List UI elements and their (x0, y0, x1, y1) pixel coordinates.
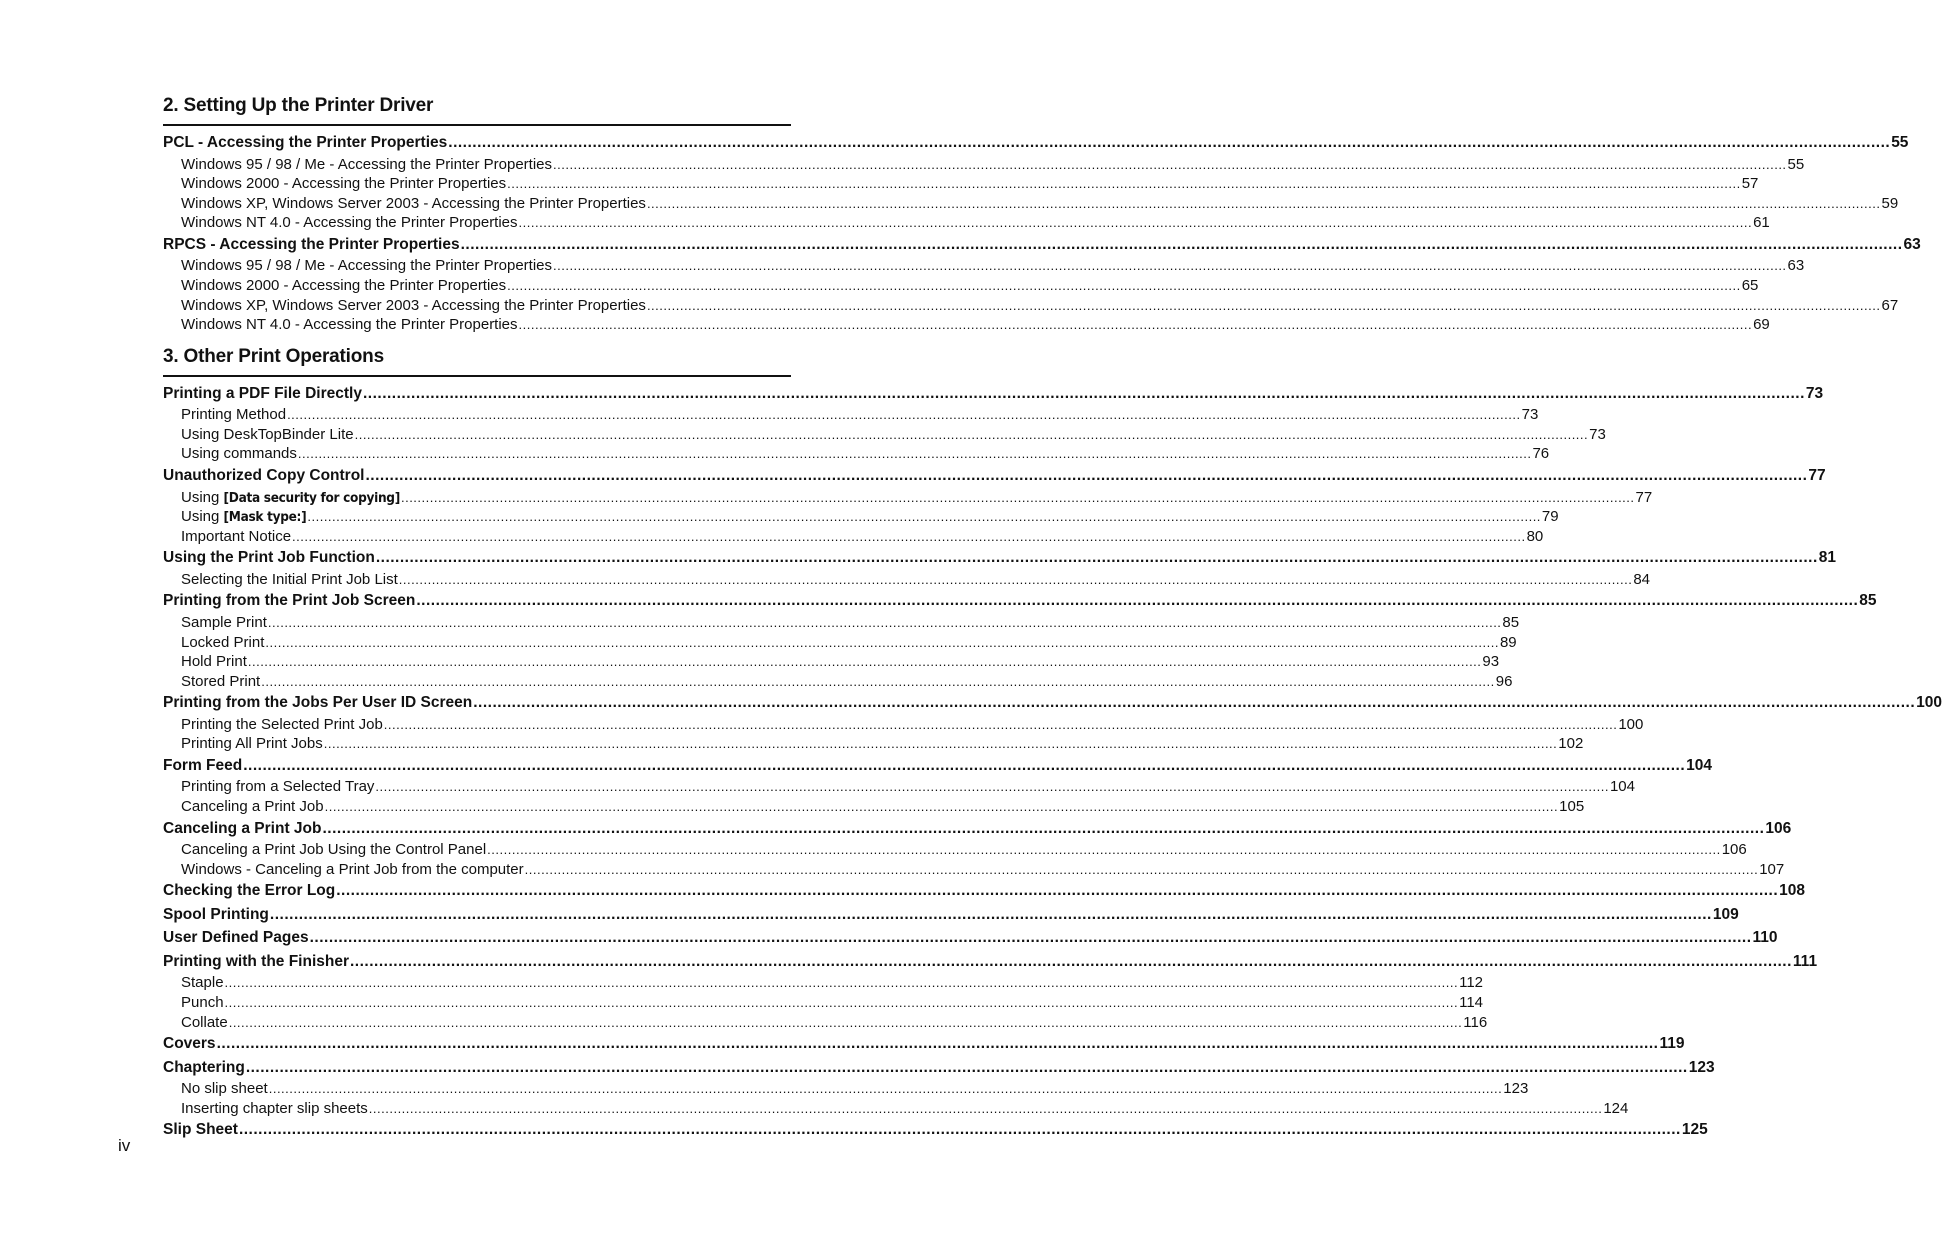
section-title: 2. Setting Up the Printer Driver (163, 94, 791, 126)
toc-subentry[interactable] (163, 507, 1559, 527)
entry-page-number: 114 (1459, 993, 1484, 1011)
toc-heading-entry[interactable] (163, 546, 1836, 570)
entry-title-text: Selecting the Initial Print Job List (181, 570, 398, 588)
page-number: iv (118, 1136, 131, 1155)
entry-title (181, 155, 552, 175)
dot-leader: ............................................................................................................................................................................................................................................................................................................ (375, 779, 1609, 795)
entry-title (181, 613, 267, 633)
toc-subentry[interactable] (163, 213, 1770, 233)
toc-entry-list (163, 382, 1942, 1142)
entry-title-text: Using the Print Job Function (163, 549, 375, 567)
dot-leader: ............................................................................................................................................................................................................................................................................................................ (287, 407, 1521, 423)
dot-leader: ............................................................................................................................................................................................................................................................................................................ (383, 716, 1618, 732)
toc-entry-list (163, 131, 1921, 335)
dot-leader: ............................................................................................................................................................................................................................................................................................................ (323, 736, 1558, 752)
dot-leader: ............................................................................................................................................................................................................................................................................................................ (400, 489, 1635, 505)
entry-title-text: Printing Method (181, 406, 287, 424)
dot-leader: ............................................................................................................................................................................................................................................................................................................ (375, 549, 1818, 567)
dot-leader: ............................................................................................................................................................................................................................................................................................................ (243, 756, 1686, 774)
entry-title (163, 589, 415, 613)
entry-title (163, 691, 472, 715)
entry-title-text: PCL - Accessing the Printer Properties (163, 134, 448, 151)
entry-title-text: Printing All Print Jobs (181, 735, 323, 753)
entry-title (181, 527, 291, 547)
entry-title (163, 879, 335, 903)
dot-leader: ............................................................................................................................................................................................................................................................................................................ (518, 317, 1753, 333)
dot-leader: ............................................................................................................................................................................................................................................................................................................ (553, 156, 1787, 172)
toc-subentry[interactable] (163, 488, 1653, 508)
entry-page-number: 109 (1712, 905, 1739, 923)
entry-page-number: 65 (1741, 276, 1759, 294)
entry-page-number: 116 (1463, 1013, 1488, 1031)
entry-title (181, 633, 264, 653)
dot-leader: ............................................................................................................................................................................................................................................................................................................ (362, 384, 1805, 402)
entry-title-text: Sample Print (181, 613, 267, 631)
entry-title (181, 315, 518, 335)
entry-title (181, 1099, 368, 1119)
entry-page-number: 106 (1721, 841, 1747, 859)
entry-title (163, 233, 460, 257)
toc-heading-entry[interactable] (163, 233, 1921, 257)
table-of-contents (163, 94, 1942, 1142)
entry-title-text: Important Notice (181, 527, 292, 545)
entry-title (181, 973, 224, 993)
entry-page-number: 105 (1559, 798, 1585, 816)
section-gap (163, 335, 791, 345)
entry-title (181, 256, 552, 276)
entry-page-number: 63 (1787, 257, 1805, 275)
entry-page-number: 119 (1659, 1035, 1685, 1053)
entry-title (163, 131, 447, 155)
entry-title-text: Using commands (181, 445, 297, 463)
entry-title (181, 276, 506, 296)
entry-title (163, 950, 349, 974)
entry-title (181, 174, 506, 194)
entry-page-number: 104 (1686, 756, 1713, 774)
entry-page-number: 110 (1752, 929, 1778, 947)
entry-title (181, 488, 400, 509)
entry-title-text: Printing from a Selected Tray (181, 778, 375, 796)
entry-title (163, 546, 375, 570)
toc-subentry[interactable] (163, 613, 1520, 633)
entry-title-text: Printing a PDF File Directly (163, 384, 362, 402)
entry-page-number: 84 (1633, 570, 1651, 588)
entry-title-text: Checking the Error Log (163, 882, 336, 900)
dot-leader: ............................................................................................................................................................................................................................................................................................................ (269, 905, 1712, 923)
entry-page-number: 93 (1482, 653, 1500, 671)
entry-page-number: 77 (1635, 488, 1653, 506)
entry-title-text: Form Feed (163, 756, 243, 774)
dot-leader: ............................................................................................................................................................................................................................................................................................................ (245, 1058, 1688, 1076)
entry-title (163, 1032, 216, 1056)
dot-leader: ............................................................................................................................................................................................................................................................................................................ (398, 571, 1633, 587)
entry-title (163, 754, 242, 778)
entry-page-number: 124 (1603, 1099, 1629, 1117)
toc-subentry[interactable] (163, 296, 1899, 316)
entry-page-number: 125 (1681, 1121, 1708, 1139)
toc-heading-entry[interactable] (163, 382, 1824, 406)
dot-leader: ............................................................................................................................................................................................................................................................................................................ (416, 592, 1859, 610)
entry-key-label: [Data security for copying] (223, 489, 400, 506)
entry-page-number: 111 (1792, 952, 1818, 970)
toc-heading-entry[interactable] (163, 1032, 1685, 1056)
dot-leader: ............................................................................................................................................................................................................................................................................................................ (524, 861, 1759, 877)
toc-heading-entry[interactable] (163, 691, 1942, 715)
entry-title (163, 1118, 238, 1142)
entry-page-number: 96 (1495, 672, 1513, 690)
entry-title-text: Inserting chapter slip sheets (181, 1099, 368, 1117)
entry-title-text: Staple (181, 974, 224, 992)
entry-page-number: 57 (1741, 175, 1759, 193)
entry-title (163, 464, 365, 488)
entry-title (181, 840, 486, 860)
toc-subentry[interactable] (163, 797, 1585, 817)
entry-title-text: Canceling a Print Job (163, 819, 322, 837)
entry-page-number: 81 (1818, 549, 1836, 567)
entry-title-text: RPCS - Accessing the Printer Properties (163, 235, 460, 253)
entry-title (181, 296, 646, 316)
entry-key-label: [Mask type:] (223, 509, 307, 526)
toc-subentry[interactable] (163, 527, 1544, 547)
dot-leader: ............................................................................................................................................................................................................................................................................................................ (216, 1035, 1659, 1053)
entry-title (181, 715, 383, 735)
toc-heading-entry[interactable] (163, 131, 1909, 155)
entry-title-text: Windows 95 / 98 / Me - Accessing the Printer Properties (181, 257, 552, 275)
dot-leader: ............................................................................................................................................................................................................................................................................................................ (228, 1014, 1463, 1030)
dot-leader: ............................................................................................................................................................................................................................................................................................................ (368, 1100, 1603, 1116)
entry-page-number: 69 (1753, 316, 1770, 334)
entry-title-text: Slip Sheet (163, 1121, 238, 1139)
entry-title-text: Windows XP, Windows Server 2003 - Accessing the Printer Properties (181, 194, 646, 212)
toc-subentry[interactable] (163, 256, 1805, 276)
entry-title-text: Canceling a Print Job (181, 798, 324, 816)
toc-heading-entry[interactable] (163, 879, 1806, 903)
toc-subentry[interactable] (163, 570, 1651, 590)
dot-leader: ............................................................................................................................................................................................................................................................................................................ (518, 215, 1753, 231)
entry-title (163, 926, 309, 950)
toc-subentry[interactable] (163, 860, 1785, 880)
dot-leader: ............................................................................................................................................................................................................................................................................................................ (324, 799, 1559, 815)
dot-leader: ............................................................................................................................................................................................................................................................................................................ (646, 195, 1881, 211)
entry-title-text: Hold Print (181, 653, 247, 671)
entry-title-text: Stored Print (181, 672, 261, 690)
entry-page-number: 123 (1688, 1058, 1715, 1076)
dot-leader: ............................................................................................................................................................................................................................................................................................................ (265, 634, 1499, 650)
section-title: 3. Other Print Operations (163, 345, 791, 377)
entry-title-text: Windows - Canceling a Print Job from the computer (181, 860, 524, 878)
toc-subentry[interactable] (163, 174, 1759, 194)
dot-leader: ............................................................................................................................................................................................................................................................................................................ (224, 975, 1459, 991)
dot-leader: ............................................................................................................................................................................................................................................................................................................ (224, 994, 1459, 1010)
entry-title (181, 777, 374, 797)
entry-page-number: 107 (1759, 860, 1785, 878)
toc-heading-entry[interactable] (163, 754, 1713, 778)
entry-title-text: Windows NT 4.0 - Accessing the Printer Properties (181, 214, 518, 232)
entry-page-number: 61 (1753, 214, 1770, 232)
toc-subentry[interactable] (163, 405, 1539, 425)
entry-title (181, 1013, 228, 1033)
entry-title-text: No slip sheet (181, 1080, 268, 1098)
entry-page-number: 85 (1859, 592, 1877, 610)
toc-subentry[interactable] (163, 1013, 1488, 1033)
entry-page-number: 73 (1805, 384, 1824, 402)
toc-heading-entry[interactable] (163, 903, 1739, 927)
entry-page-number: 112 (1459, 974, 1484, 992)
entry-page-number: 77 (1808, 467, 1826, 485)
dot-leader: ............................................................................................................................................................................................................................................................................................................ (297, 446, 1532, 462)
toc-subentry[interactable] (163, 633, 1517, 653)
entry-title (163, 903, 269, 927)
toc-subentry[interactable] (163, 672, 1513, 692)
toc-subentry[interactable] (163, 194, 1899, 214)
toc-subentry[interactable] (163, 1099, 1629, 1119)
dot-leader: ............................................................................................................................................................................................................................................................................................................ (354, 426, 1589, 442)
entry-title (181, 672, 260, 692)
dot-leader: ............................................................................................................................................................................................................................................................................................................ (267, 614, 1502, 630)
dot-leader: ............................................................................................................................................................................................................................................................................................................ (247, 654, 1482, 670)
toc-heading-entry[interactable] (163, 589, 1877, 613)
entry-page-number: 67 (1881, 296, 1899, 314)
toc-subentry[interactable] (163, 315, 1770, 335)
entry-title (163, 382, 362, 406)
dot-leader: ............................................................................................................................................................................................................................................................................................................ (307, 509, 1541, 525)
dot-leader: ............................................................................................................................................................................................................................................................................................................ (460, 235, 1903, 253)
entry-title (181, 425, 354, 445)
dot-leader: ............................................................................................................................................................................................................................................................................................................ (350, 952, 1792, 970)
entry-page-number: 55 (1891, 134, 1909, 151)
dot-leader: ............................................................................................................................................................................................................................................................................................................ (238, 1121, 1681, 1139)
toc-heading-entry[interactable] (163, 464, 1826, 488)
entry-title-text: Using DeskTopBinder Lite (181, 425, 354, 443)
entry-title-text: Locked Print (181, 633, 265, 651)
entry-title-text: User Defined Pages (163, 929, 309, 947)
entry-page-number: 63 (1903, 235, 1921, 253)
toc-heading-entry[interactable] (163, 1056, 1715, 1080)
toc-subentry[interactable] (163, 425, 1606, 445)
dot-leader: ............................................................................................................................................................................................................................................................................................................ (268, 1081, 1503, 1097)
entry-page-number: 73 (1589, 425, 1606, 443)
toc-subentry[interactable] (163, 652, 1500, 672)
entry-page-number: 106 (1765, 819, 1792, 837)
entry-title-text: Punch (181, 993, 224, 1011)
entry-page-number: 76 (1532, 445, 1550, 463)
toc-subentry[interactable] (163, 973, 1484, 993)
entry-title (181, 194, 646, 214)
entry-page-number: 108 (1779, 882, 1806, 900)
entry-title-text: Printing from the Print Job Screen (163, 592, 416, 610)
entry-page-number: 59 (1881, 194, 1899, 212)
entry-page-number: 80 (1526, 527, 1544, 545)
entry-title-text: Windows XP, Windows Server 2003 - Accessing the Printer Properties (181, 296, 646, 314)
dot-leader: ............................................................................................................................................................................................................................................................................................................ (365, 467, 1808, 485)
entry-page-number: 100 (1618, 715, 1644, 733)
toc-heading-entry[interactable] (163, 950, 1818, 974)
entry-title (181, 993, 224, 1013)
entry-title-text: Printing from the Jobs Per User ID Screen (163, 694, 473, 712)
dot-leader: ............................................................................................................................................................................................................................................................................................................ (309, 929, 1752, 947)
dot-leader: ............................................................................................................................................................................................................................................................................................................ (336, 882, 1779, 900)
toc-subentry[interactable] (163, 777, 1635, 797)
entry-title-text: Windows NT 4.0 - Accessing the Printer Properties (181, 316, 518, 334)
toc-heading-entry[interactable] (163, 926, 1778, 950)
entry-title-text: Windows 2000 - Accessing the Printer Properties (181, 276, 507, 294)
toc-subentry[interactable] (163, 715, 1644, 735)
toc-subentry[interactable] (163, 840, 1747, 860)
entry-title-text: Unauthorized Copy Control (163, 467, 365, 485)
toc-subentry[interactable] (163, 155, 1805, 175)
toc-subentry[interactable] (163, 993, 1484, 1013)
entry-title-text: Windows 2000 - Accessing the Printer Properties (181, 175, 507, 193)
entry-page-number: 55 (1787, 155, 1805, 173)
dot-leader: ............................................................................................................................................................................................................................................................................................................ (473, 694, 1916, 712)
entry-title (181, 1079, 268, 1099)
toc-heading-entry[interactable] (163, 1118, 1708, 1142)
entry-title-text: Windows 95 / 98 / Me - Accessing the Printer Properties (181, 155, 552, 173)
entry-title (163, 817, 321, 841)
dot-leader: ............................................................................................................................................................................................................................................................................................................ (553, 258, 1787, 274)
entry-title (181, 652, 247, 672)
entry-title (181, 797, 324, 817)
dot-leader: ............................................................................................................................................................................................................................................................................................................ (322, 819, 1765, 837)
entry-title (181, 213, 518, 233)
dot-leader: ............................................................................................................................................................................................................................................................................................................ (646, 297, 1881, 313)
entry-page-number: 102 (1558, 735, 1584, 753)
toc-heading-entry[interactable] (163, 817, 1792, 841)
dot-leader: ............................................................................................................................................................................................................................................................................................................ (448, 134, 1891, 151)
dot-leader: ............................................................................................................................................................................................................................................................................................................ (292, 528, 1526, 544)
entry-title (163, 1056, 245, 1080)
toc-subentry[interactable] (163, 444, 1550, 464)
entry-title (181, 507, 306, 528)
entry-page-number: 79 (1541, 508, 1559, 526)
entry-title-text: Printing the Selected Print Job (181, 715, 383, 733)
entry-title-text: Covers (163, 1035, 216, 1053)
entry-title (181, 570, 398, 590)
entry-title-text: Printing with the Finisher (163, 952, 349, 970)
dot-leader: ............................................................................................................................................................................................................................................................................................................ (507, 176, 1741, 192)
entry-page-number: 100 (1916, 694, 1942, 712)
entry-page-number: 73 (1521, 406, 1539, 424)
entry-title-text: Chaptering (163, 1058, 245, 1076)
dot-leader: ............................................................................................................................................................................................................................................................................................................ (507, 277, 1741, 293)
entry-title-text: Spool Printing (163, 905, 269, 923)
entry-page-number: 123 (1503, 1080, 1529, 1098)
entry-title-text: Collate (181, 1013, 228, 1031)
entry-title-text: Using (181, 508, 224, 526)
entry-title (181, 444, 297, 464)
toc-subentry[interactable] (163, 1079, 1529, 1099)
toc-subentry[interactable] (163, 276, 1759, 296)
dot-leader: ............................................................................................................................................................................................................................................................................................................ (487, 842, 1721, 858)
entry-title (181, 405, 286, 425)
entry-page-number: 85 (1502, 613, 1520, 631)
toc-subentry[interactable] (163, 734, 1584, 754)
entry-page-number: 89 (1499, 633, 1517, 651)
dot-leader: ............................................................................................................................................................................................................................................................................................................ (261, 673, 1495, 689)
entry-page-number: 104 (1609, 778, 1635, 796)
entry-title-text: Canceling a Print Job Using the Control Panel (181, 841, 487, 859)
entry-title (181, 734, 323, 754)
entry-title-text: Using (181, 488, 224, 506)
entry-title (181, 860, 524, 880)
